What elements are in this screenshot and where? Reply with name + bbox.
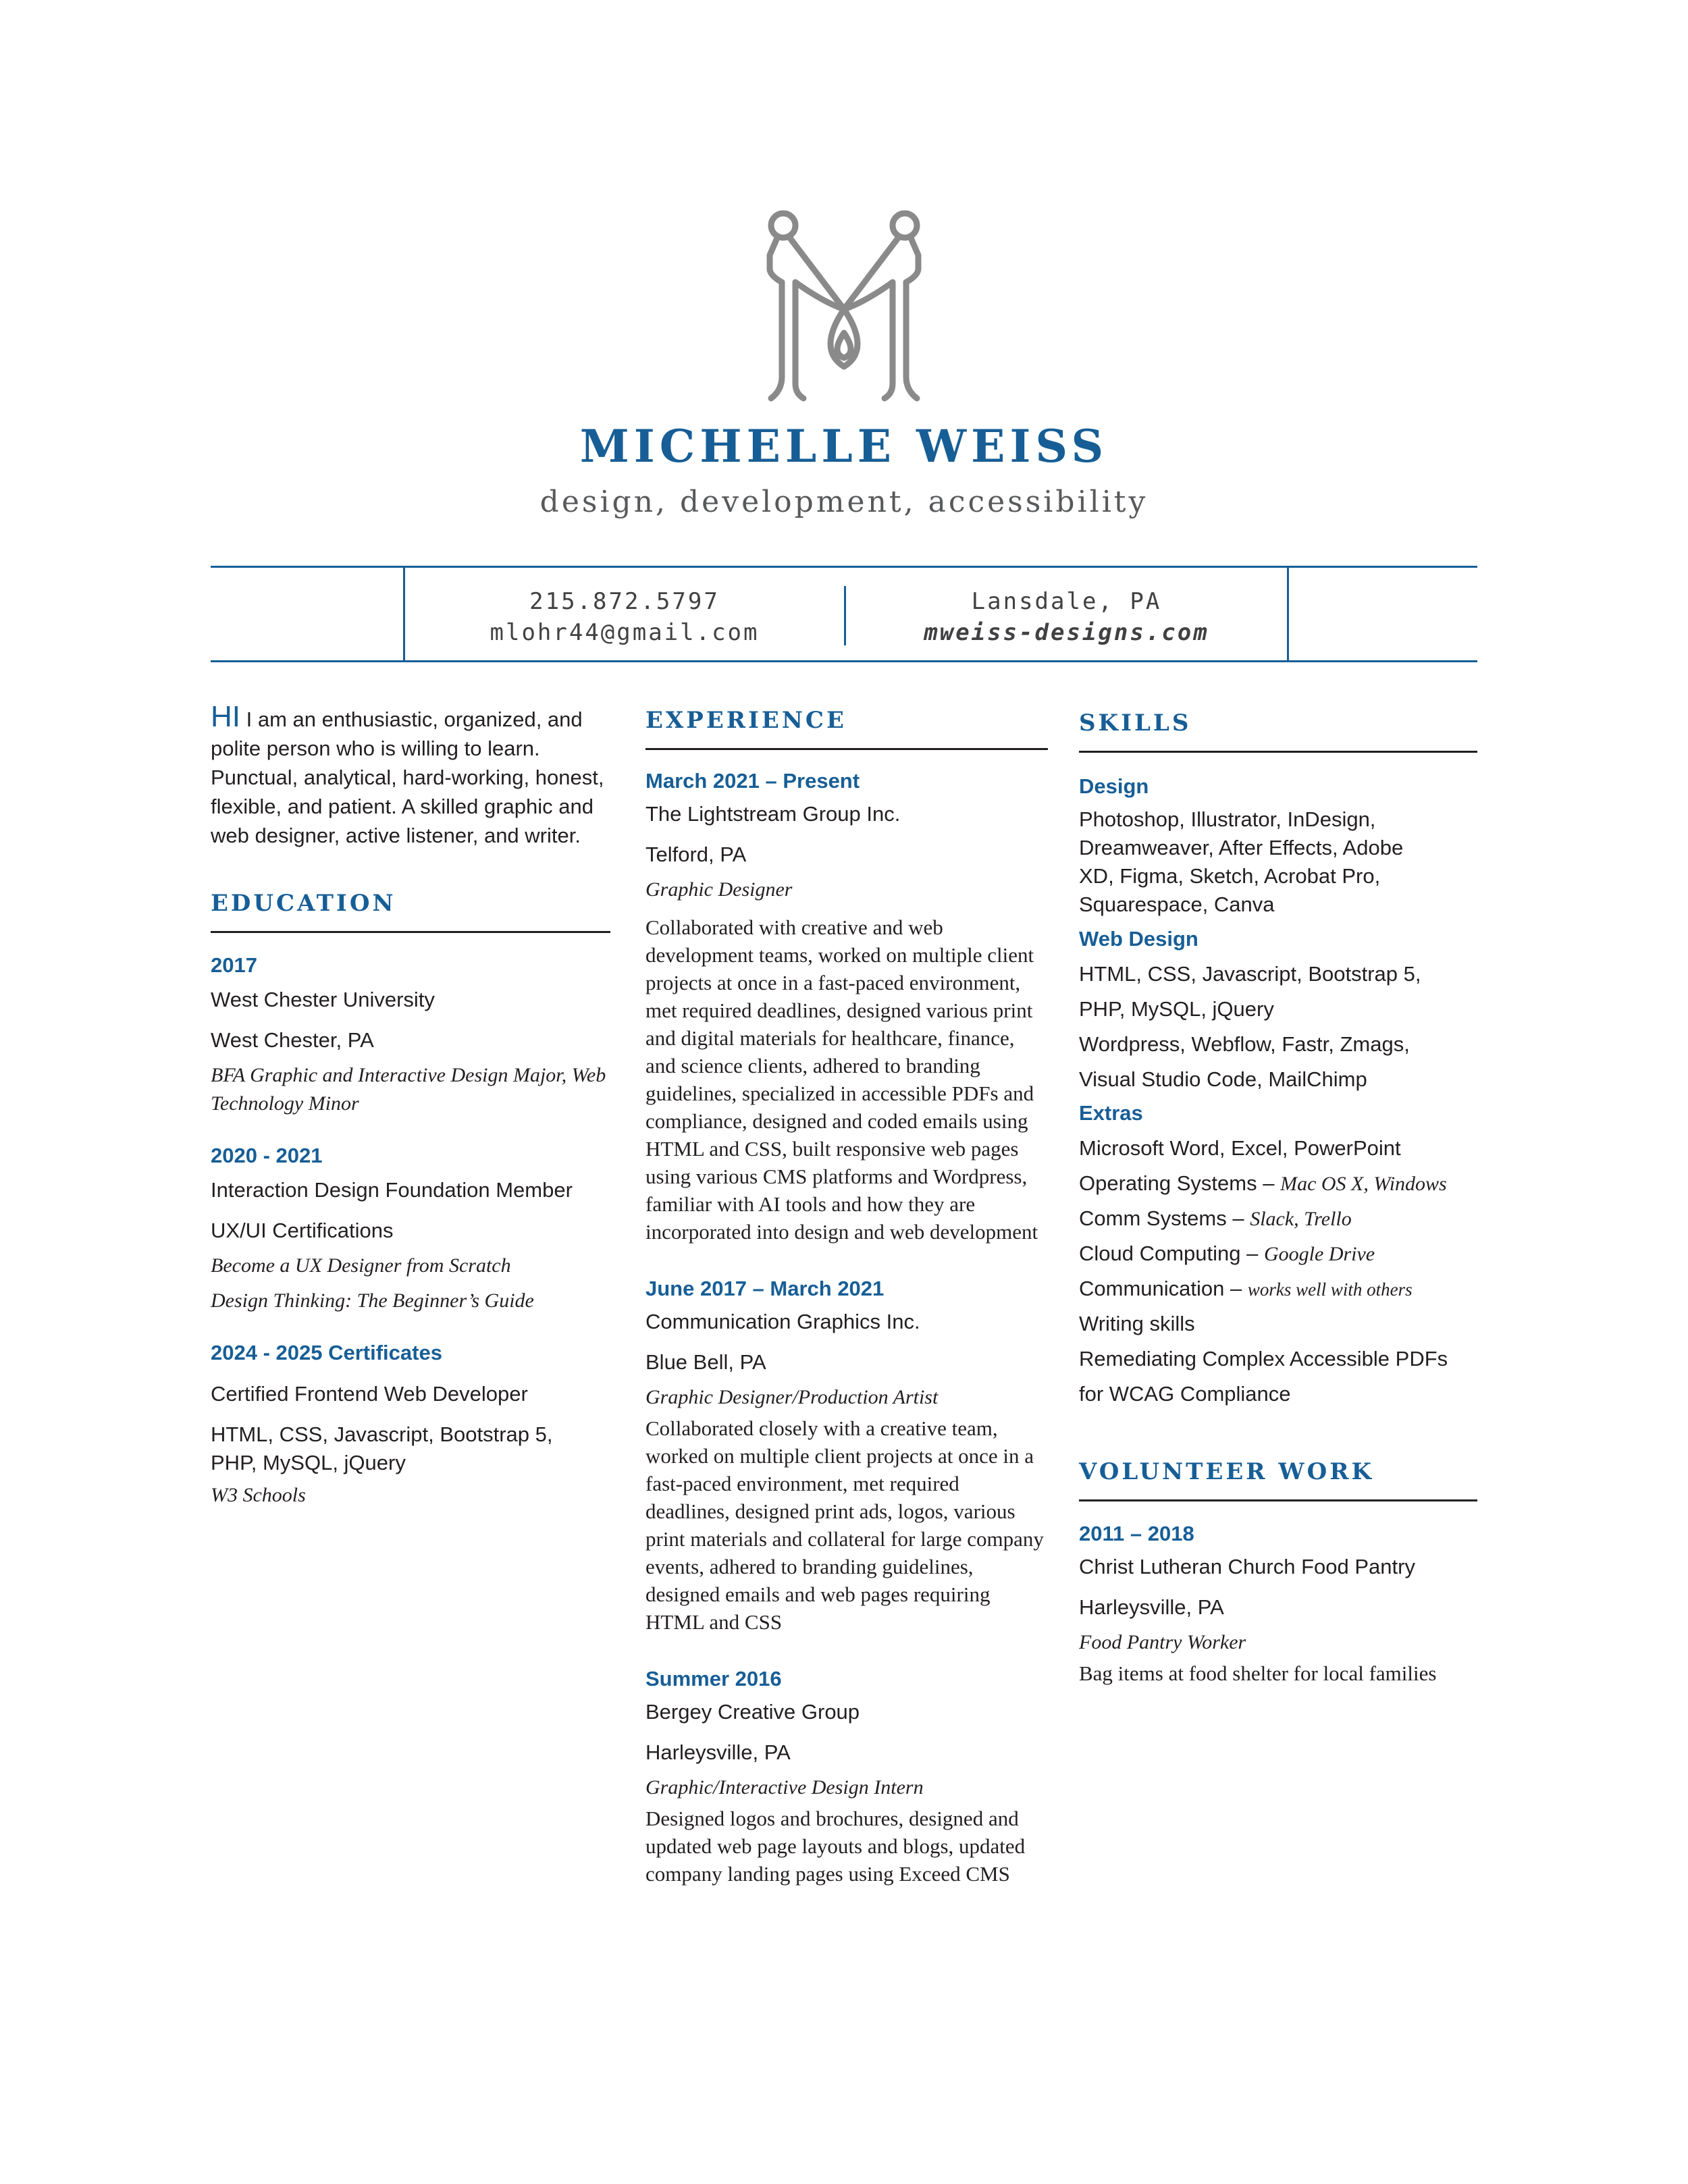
skills-extra-item: Remediating Complex Accessible PDFs [1079, 1347, 1448, 1370]
skills-extra-item: Microsoft Word, Excel, PowerPoint [1079, 1136, 1401, 1160]
education-detail: W3 Schools [211, 1484, 306, 1506]
experience-org: Bergey Creative Group [645, 1700, 860, 1724]
education-org: West Chester University [211, 988, 435, 1011]
volunteer-role: Food Pantry Worker [1079, 1631, 1246, 1653]
experience-place: Harleysville, PA [645, 1740, 791, 1764]
experience-place: Blue Bell, PA [645, 1350, 766, 1374]
skills-extras-title: Extras [1079, 1101, 1143, 1125]
education-detail: BFA Graphic and Interactive Design Major, Web Technology Minor [211, 1064, 606, 1115]
experience-column [645, 709, 1048, 1888]
experience-date: June 2017 – March 2021 [645, 1277, 885, 1300]
location: Lansdale, PA [971, 588, 1162, 615]
education-date: 2024 - 2025 Certificates [211, 1341, 442, 1364]
contact-right [846, 586, 1287, 648]
website-link[interactable]: mweiss-designs.com [924, 619, 1209, 646]
education-date: 2020 - 2021 [211, 1144, 323, 1167]
education-entry [211, 952, 610, 1118]
education-place: UX/UI Certifications [211, 1219, 394, 1242]
phone-number: 215.872.5797 [529, 588, 720, 615]
education-date: 2017 [211, 953, 257, 977]
education-detail: Become a UX Designer from Scratch [211, 1254, 511, 1277]
education-place: West Chester, PA [211, 1028, 374, 1052]
experience-role: Graphic Designer/Production Artist [645, 1386, 939, 1408]
education-org: Interaction Design Foundation Member [211, 1178, 573, 1202]
education-org: Certified Frontend Web Developer [211, 1382, 528, 1406]
contact-divider-right [1287, 566, 1289, 662]
experience-heading: EXPERIENCE [645, 707, 847, 734]
experience-date: March 2021 – Present [645, 769, 860, 793]
education-detail: Design Thinking: The Beginner’s Guide [211, 1289, 534, 1312]
education-entry [211, 1339, 610, 1510]
experience-description: Collaborated closely with a creative team, worked on multiple client projects at once in a fast-paced environment, met required deadlines, designed print ads, logos, various print materials and collateral for large company events, adhered to branding guidelines, designed emails and web pages requiring HTML and CSS [645, 1416, 1044, 1634]
experience-place: Telford, PA [645, 843, 747, 866]
candidate-tagline: design, development, accessibility [539, 485, 1149, 519]
skills-heading: SKILLS [1079, 710, 1192, 737]
intro-paragraph [211, 702, 610, 850]
experience-description: Collaborated with creative and web development teams, worked on multiple client projects at once in a fast-paced environment, met required deadlines, designed various print and digital materials for healthcare, finance, and science clients, adhered to branding guidelines, specialized in accessible PDFs and compliance, designed and coded emails using HTML and CSS, built responsive web pages using various CMS platforms and Wordpress, familiar with AI tools and how they are incorporated into design and web development [645, 915, 1038, 1244]
candidate-name: MICHELLE WEISS [579, 420, 1109, 473]
education-entry [211, 1142, 610, 1315]
skills-web-list [1079, 957, 1477, 1097]
skills-design-title: Design [1079, 774, 1149, 798]
monogram-m-icon [763, 208, 925, 404]
skills-web-line: HTML, CSS, Javascript, Bootstrap 5, [1079, 962, 1421, 986]
education-place: HTML, CSS, Javascript, Bootstrap 5, PHP, MySQL, jQuery [211, 1422, 553, 1474]
volunteer-org: Christ Lutheran Church Food Pantry [1079, 1555, 1415, 1578]
skills-extra-item: Communication – works well with others [1079, 1277, 1413, 1300]
skills-extra-item: Cloud Computing – Google Drive [1079, 1242, 1375, 1265]
education-rule [211, 931, 610, 933]
experience-role: Graphic Designer [645, 878, 793, 901]
contact-left [405, 586, 844, 648]
email-address[interactable]: mlohr44@gmail.com [490, 619, 760, 646]
experience-entry [645, 1666, 1048, 1888]
intro-text: I am an enthusiastic, organized, and polite person who is willing to learn. Punctual, analytical, hard-working, honest, flexible, and patient. A skilled graphic and web designer, active listener, and writer. [211, 708, 604, 847]
left-column [211, 702, 610, 1510]
experience-description: Designed logos and brochures, designed and updated web page layouts and blogs, updated company landing pages using Exceed CMS [645, 1807, 1026, 1886]
experience-org: The Lightstream Group Inc. [645, 802, 901, 826]
volunteer-heading: VOLUNTEER WORK [1079, 1458, 1375, 1485]
experience-role: Graphic/Interactive Design Intern [645, 1776, 924, 1799]
skills-web-title: Web Design [1079, 927, 1198, 951]
education-heading: EDUCATION [211, 890, 396, 917]
experience-entry [645, 768, 1048, 1246]
skills-web-line: Wordpress, Webflow, Fastr, Zmags, [1079, 1032, 1410, 1056]
skills-extra-item: Operating Systems – Mac OS X, Windows [1079, 1171, 1447, 1195]
skills-web-line: Visual Studio Code, MailChimp [1079, 1067, 1367, 1091]
volunteer-entry [1079, 1520, 1477, 1687]
skills-extra-item: for WCAG Compliance [1079, 1382, 1291, 1406]
skills-extras-list [1079, 1131, 1477, 1412]
intro-hi: HI [211, 700, 240, 733]
experience-entry [645, 1275, 1048, 1636]
skills-web-line: PHP, MySQL, jQuery [1079, 997, 1274, 1021]
skills-rule [1079, 751, 1477, 753]
skills-column [1079, 712, 1477, 1687]
volunteer-description: Bag items at food shelter for local families [1079, 1661, 1437, 1685]
experience-rule [645, 748, 1048, 750]
skills-extra-item: Comm Systems – Slack, Trello [1079, 1206, 1352, 1230]
volunteer-date: 2011 – 2018 [1079, 1522, 1194, 1545]
experience-date: Summer 2016 [645, 1667, 782, 1690]
experience-org: Communication Graphics Inc. [645, 1310, 920, 1333]
skills-design-list: Photoshop, Illustrator, InDesign, Dreamweaver, After Effects, Adobe XD, Figma, Sketch, Acrobat Pro, Squarespace, Canva [1079, 807, 1404, 916]
volunteer-rule [1079, 1499, 1477, 1501]
volunteer-place: Harleysville, PA [1079, 1595, 1224, 1619]
skills-extra-item: Writing skills [1079, 1312, 1195, 1335]
